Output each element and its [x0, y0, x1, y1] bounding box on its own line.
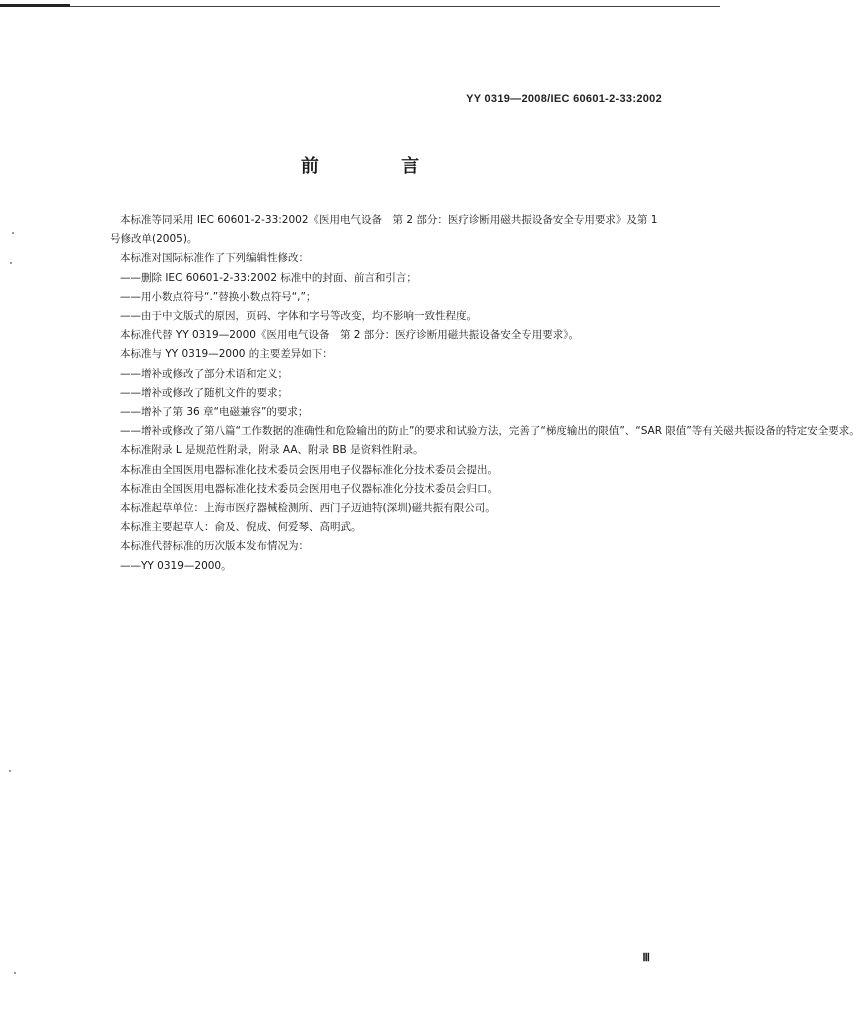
paragraph-replaces: 本标准代替 YY 0319—2000《医用电气设备 第 2 部分：医疗诊断用磁共振设备安全专用要求》。	[120, 329, 580, 342]
paragraph-differences-intro: 本标准与 YY 0319—2000 的主要差异如下：	[120, 348, 333, 361]
paragraph-drafters: 本标准主要起草人：俞及、倪成、何爱琴、高明武。	[120, 521, 362, 534]
foreword-body	[110, 211, 860, 576]
list-item-difference: ——增补或修改了部分术语和定义；	[120, 367, 288, 380]
list-item-difference: ——增补或修改了随机文件的要求；	[120, 386, 288, 399]
list-item-editorial: ——由于中文版式的原因，页码、字体和字号等改变，均不影响一致性程度。	[120, 310, 477, 323]
scan-speck	[10, 262, 12, 264]
page-number: Ⅲ	[642, 952, 650, 964]
list-item-editorial: ——用小数点符号“.”替换小数点符号“,”；	[120, 290, 317, 303]
page-title: 前 言	[300, 156, 458, 177]
paragraph-history-intro: 本标准代替标准的历次版本发布情况为：	[120, 540, 309, 553]
scan-speck	[14, 972, 16, 974]
standard-number-header: YY 0319—2008/IEC 60601-2-33:2002	[466, 93, 662, 105]
list-item-difference: ——增补了第 36 章“电磁兼容”的要求；	[120, 406, 309, 419]
paragraph-annexes: 本标准附录 L 是规范性附录，附录 AA、附录 BB 是资料性附录。	[120, 444, 424, 457]
scan-speck	[9, 770, 11, 772]
scan-speck	[12, 232, 14, 234]
list-item-editorial: ——删除 IEC 60601-2-33:2002 标准中的封面、前言和引言；	[120, 271, 417, 284]
list-item-difference: ——增补或修改了第八篇“工作数据的准确性和危险输出的防止”的要求和试验方法，完善了“梯度输出的限值”、“SAR 限值”等有关磁共振设备的特定安全要求。	[120, 425, 860, 438]
list-item-history: ——YY 0319—2000。	[120, 559, 232, 572]
scan-edge-mark	[0, 4, 70, 7]
paragraph-proposed-by: 本标准由全国医用电器标准化技术委员会医用电子仪器标准化分技术委员会提出。	[120, 463, 498, 476]
scan-edge-line	[0, 6, 720, 7]
paragraph-editorial-intro: 本标准对国际标准作了下列编辑性修改：	[120, 252, 309, 265]
paragraph-managed-by: 本标准由全国医用电器标准化技术委员会医用电子仪器标准化分技术委员会归口。	[120, 482, 498, 495]
paragraph-drafting-units: 本标准起草单位：上海市医疗器械检测所、西门子迈迪特(深圳)磁共振有限公司。	[120, 502, 496, 515]
paragraph-adoption: 本标准等同采用 IEC 60601-2-33:2002《医用电气设备 第 2 部分：医疗诊断用磁共振设备安全专用要求》及第 1 号修改单(2005)。	[110, 214, 658, 246]
